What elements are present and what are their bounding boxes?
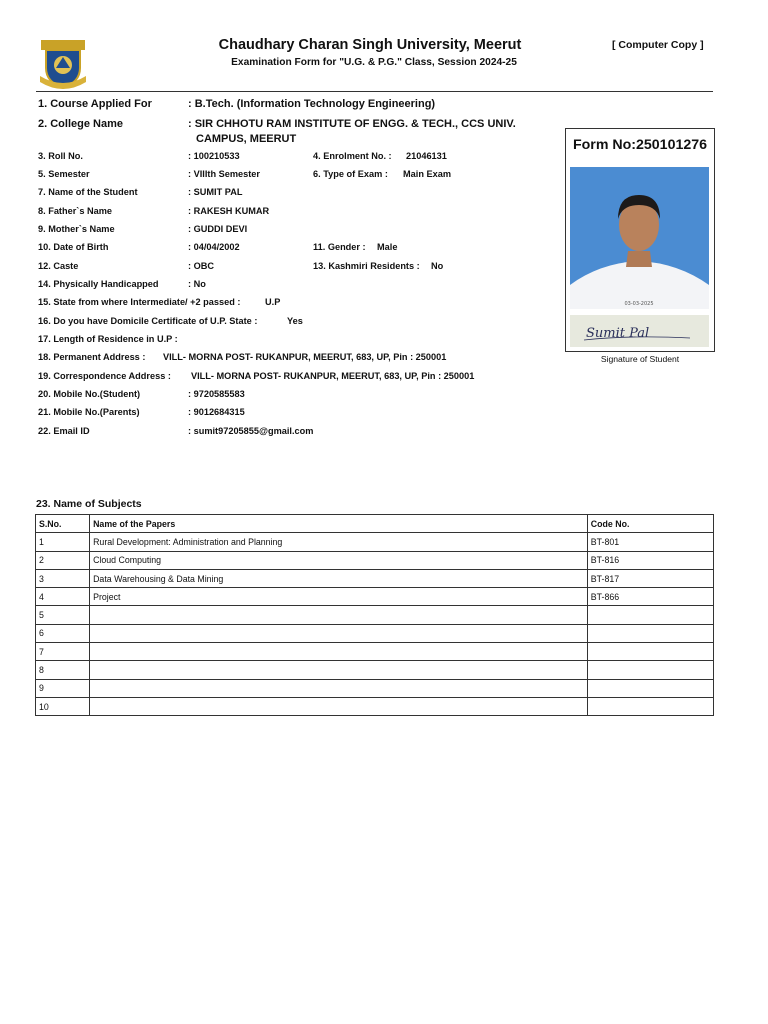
row-code [587,624,713,642]
table-row [36,643,714,661]
caste-label: 12. Caste [38,261,79,271]
row-code: BT-816 [587,551,713,569]
table-row [36,533,714,551]
exam-session-line: Examination Form for "U.G. & P.G." Class, Session 2024-25 [231,57,517,68]
row-sno: 10 [36,697,90,715]
table-row [36,679,714,697]
table-row [36,588,714,606]
exam-type-value: Main Exam [403,169,451,179]
college-name-value-line2: CAMPUS, MEERUT [196,133,297,145]
form-number-box [565,128,715,352]
table-row [36,569,714,587]
subjects-heading: 23. Name of Subjects [36,498,142,510]
row-sno: 7 [36,643,90,661]
gender-value: Male [377,242,398,252]
mother-name-value: : GUDDI DEVI [188,224,248,234]
enrolment-no-value: 21046131 [406,151,447,161]
university-title: Chaudhary Charan Singh University, Meerut [218,37,522,53]
signature-caption: Signature of Student [600,354,680,364]
row-code [587,606,713,624]
row-sno: 2 [36,551,90,569]
semester-value: : VIIIth Semester [188,169,260,179]
row-sno: 6 [36,624,90,642]
row-sno: 8 [36,661,90,679]
form-number: Form No:250101276 [572,137,708,153]
kashmiri-value: No [431,261,444,271]
student-signature [570,315,709,347]
row-sno: 5 [36,606,90,624]
header-divider [36,91,713,92]
gender-label: 11. Gender : [313,242,366,252]
intermediate-state-label: 15. State from where Intermediate/ +2 passed : [38,297,241,307]
computer-copy-tag: [ Computer Copy ] [612,39,704,51]
residence-length-label: 17. Length of Residence in U.P : [38,334,178,344]
row-sno: 9 [36,679,90,697]
handicapped-value: : No [188,279,206,289]
mobile-student-value: : 9720585583 [188,389,245,399]
row-paper [90,643,588,661]
student-photo [570,167,709,309]
table-header-row [36,515,714,533]
table-row [36,606,714,624]
row-code [587,643,713,661]
semester-label: 5. Semester [38,169,90,179]
row-code [587,661,713,679]
domicile-value: Yes [287,316,303,326]
mobile-parents-value: : 9012684315 [188,407,245,417]
row-paper: Data Warehousing & Data Mining [90,569,588,587]
column-header-code: Code No. [587,515,713,533]
course-applied-label: 1. Course Applied For [38,98,152,110]
roll-no-label: 3. Roll No. [38,151,83,161]
mobile-parents-label: 21. Mobile No.(Parents) [38,407,140,417]
caste-value: : OBC [188,261,215,271]
row-sno: 3 [36,569,90,587]
mobile-student-label: 20. Mobile No.(Student) [38,389,141,399]
exam-type-label: 6. Type of Exam : [313,169,388,179]
photo-date: 03-03-2025 [624,301,654,307]
dob-value: : 04/04/2002 [188,242,240,252]
column-header-sno: S.No. [36,515,90,533]
row-paper: Rural Development: Administration and Planning [90,533,588,551]
email-value: : sumit97205855@gmail.com [188,426,314,436]
row-paper [90,679,588,697]
subjects-table [35,514,714,716]
handicapped-label: 14. Physically Handicapped [38,279,159,289]
college-name-value-line1: : SIR CHHOTU RAM INSTITUTE OF ENGG. & TECH., CCS UNIV. [188,118,516,130]
row-paper [90,661,588,679]
row-code: BT-801 [587,533,713,551]
course-applied-value: : B.Tech. (Information Technology Engineering) [188,98,436,110]
table-row [36,697,714,715]
column-header-papers: Name of the Papers [90,515,588,533]
table-row [36,661,714,679]
permanent-address-label: 18. Permanent Address : [38,352,146,362]
college-name-label: 2. College Name [38,118,123,130]
domicile-label: 16. Do you have Domicile Certificate of U.P. State : [38,316,258,326]
row-paper [90,624,588,642]
permanent-address-value: VILL- MORNA POST- RUKANPUR, MEERUT, 683, UP, Pin : 250001 [163,352,447,362]
email-label: 22. Email ID [38,426,90,436]
father-name-label: 8. Father`s Name [38,206,113,216]
row-paper: Cloud Computing [90,551,588,569]
correspondence-address-value: VILL- MORNA POST- RUKANPUR, MEERUT, 683, UP, Pin : 250001 [191,371,475,381]
row-paper [90,606,588,624]
row-paper: Project [90,588,588,606]
student-name-value: : SUMIT PAL [188,187,243,197]
signature-text: Sumit Pal [586,326,650,341]
row-code [587,697,713,715]
row-code [587,679,713,697]
student-name-label: 7. Name of the Student [38,187,138,197]
father-name-value: : RAKESH KUMAR [188,206,270,216]
dob-label: 10. Date of Birth [38,242,109,252]
row-sno: 4 [36,588,90,606]
table-row [36,551,714,569]
mother-name-label: 9. Mother`s Name [38,224,115,234]
enrolment-no-label: 4. Enrolment No. : [313,151,392,161]
intermediate-state-value: U.P [265,297,281,307]
table-row [36,624,714,642]
row-code: BT-866 [587,588,713,606]
row-sno: 1 [36,533,90,551]
kashmiri-label: 13. Kashmiri Residents : [313,261,420,271]
correspondence-address-label: 19. Correspondence Address : [38,371,171,381]
row-paper [90,697,588,715]
roll-no-value: : 100210533 [188,151,240,161]
row-code: BT-817 [587,569,713,587]
